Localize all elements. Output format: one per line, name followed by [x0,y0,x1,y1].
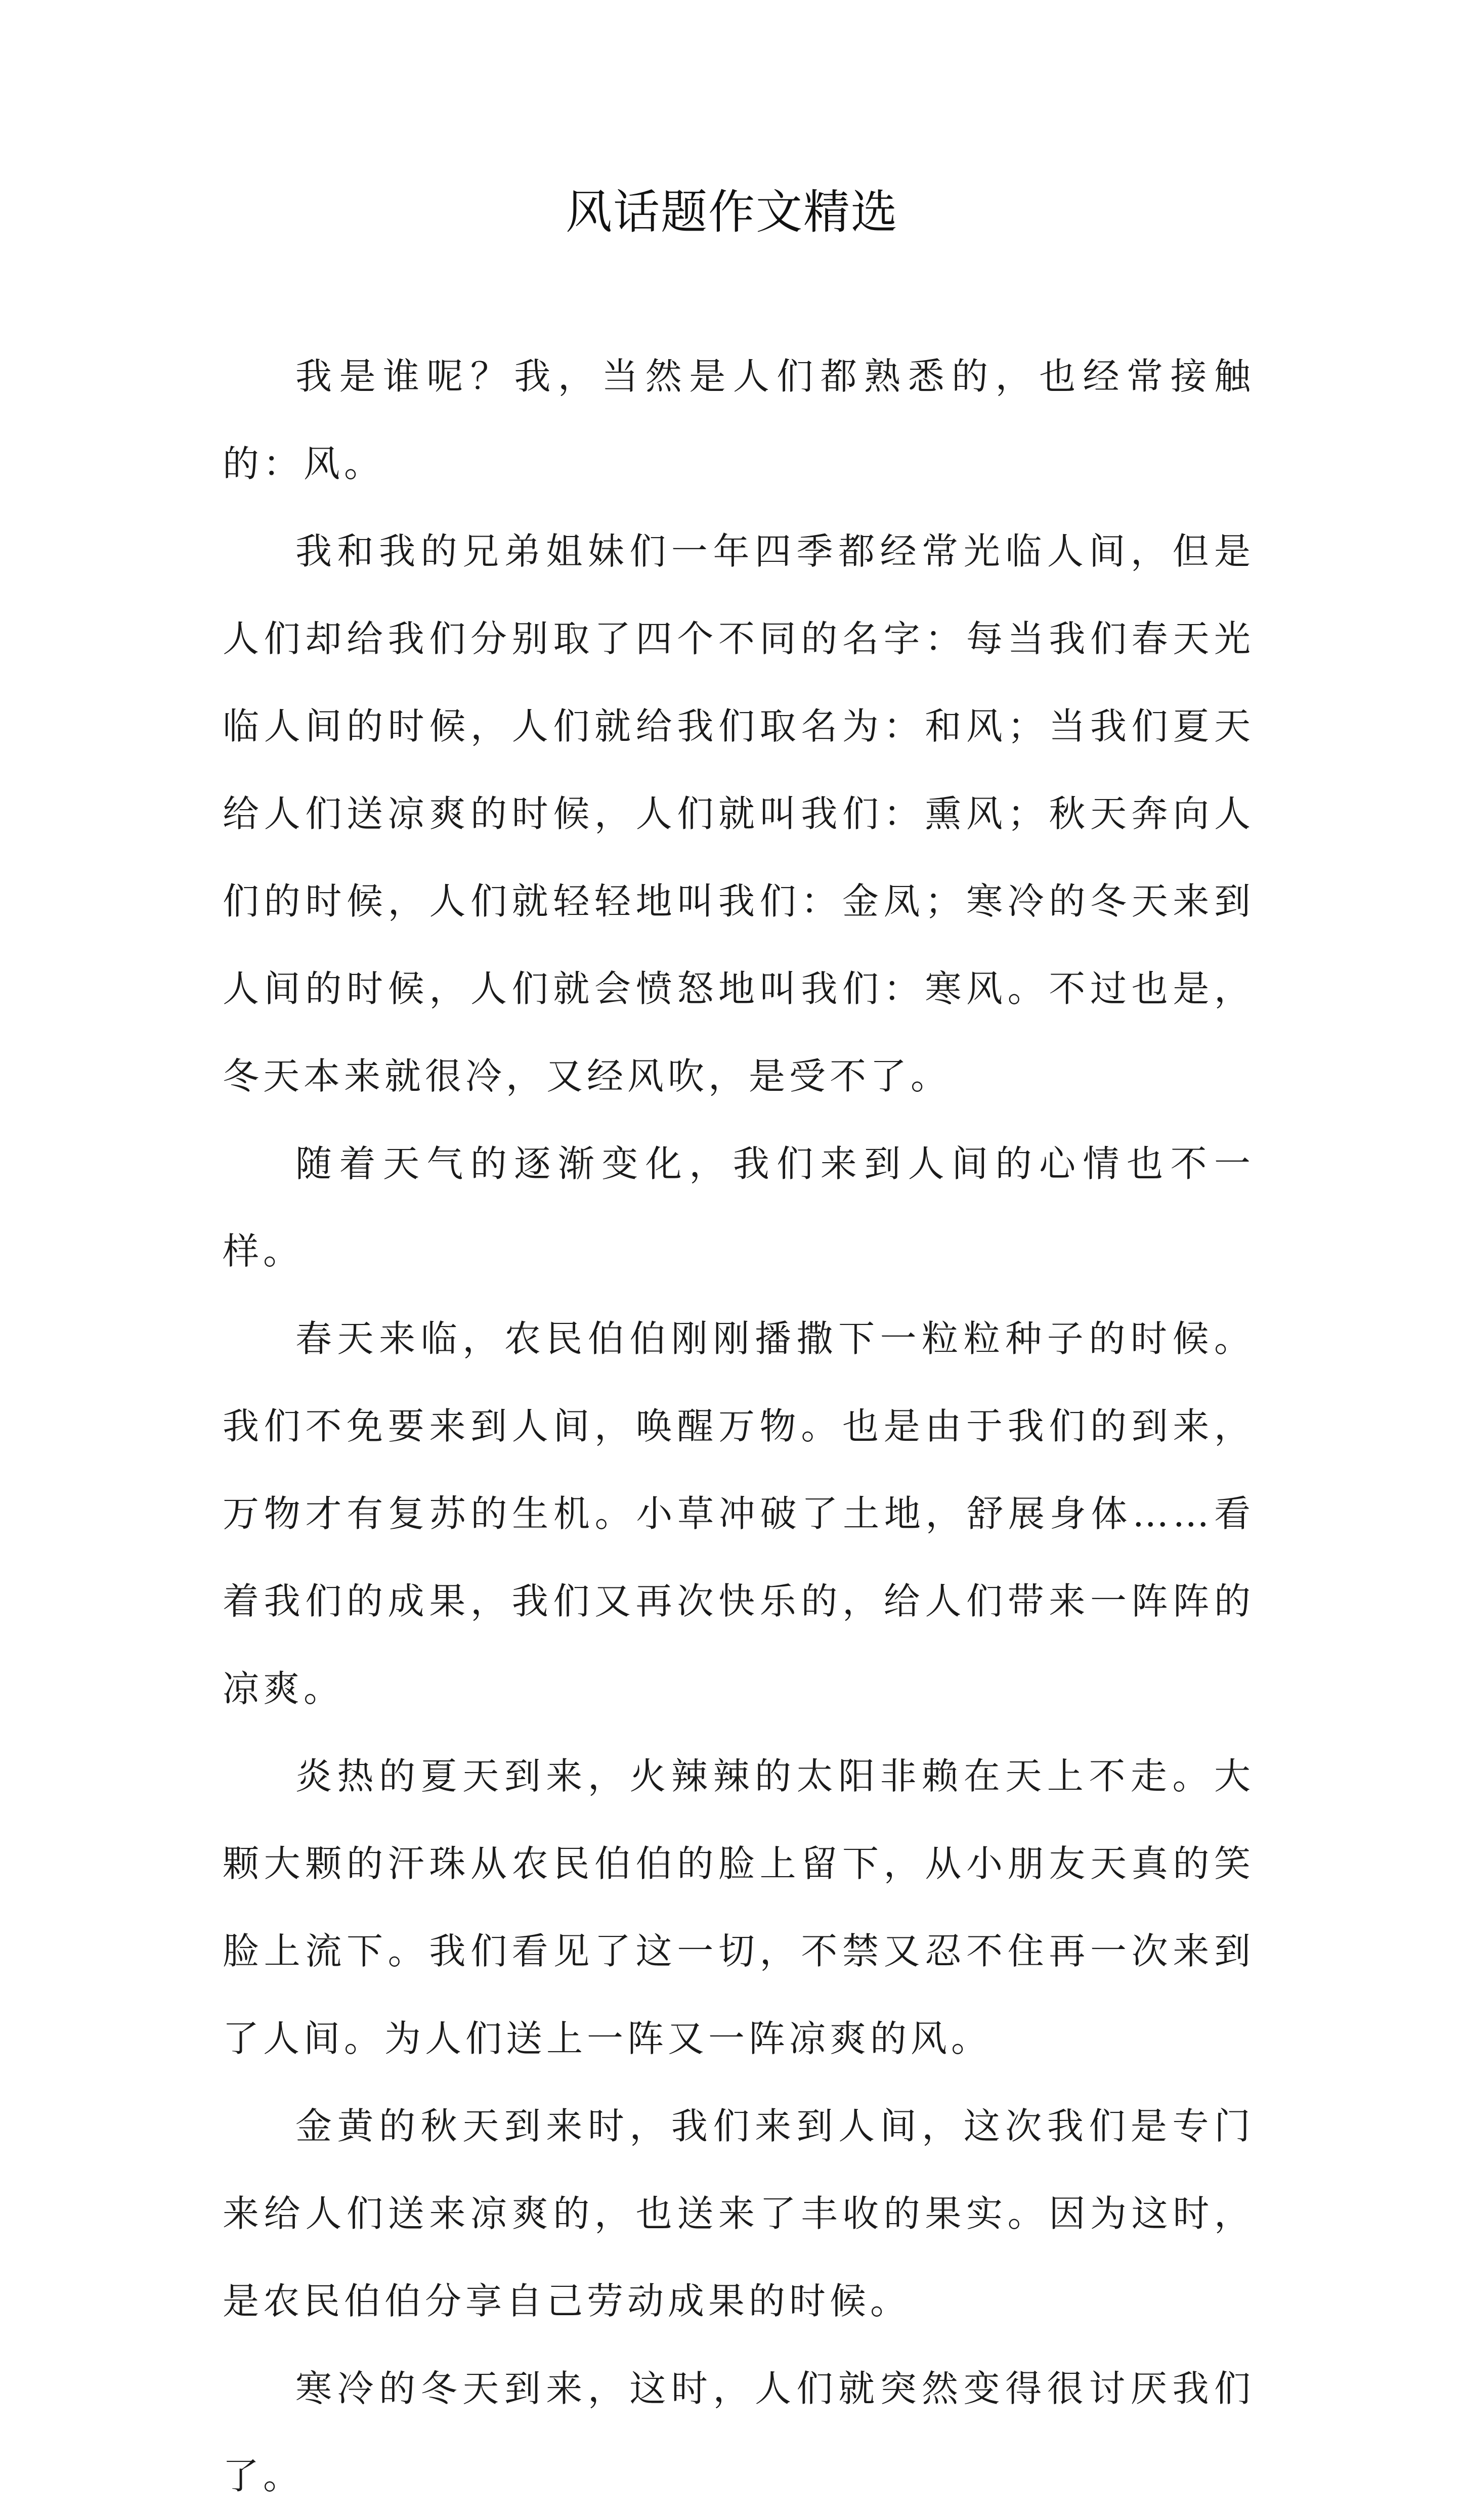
paragraph-4: 春天来临，农民伯伯刚刚播撒下一粒粒种子的时候。我们不免要来到人间，唤醒万物。也是由于我们的到来，万物才有复苏的生机。小草冲破了土地，舒展身体……看着我们的成果，我们又再次快乐的，给人们带来一阵阵的凉爽。 [223,1317,1255,1710]
paragraph-1: 我是谁呢？我，当然是人们都熟悉的，也经常接触的：风。 [223,355,1255,485]
document-body [223,333,1255,2520]
paragraph-6: 金黄的秋天到来时，我们来到人间，这次我们是专门来给人们送来凉爽的，也送来了丰收的果实。因为这时，是农民伯伯分享自己劳动成果的时候。 [223,2105,1255,2322]
paragraph-2: 我和我的兄弟姐妹们一年四季都经常光临人间，但是人们却给我们分别取了四个不同的名字：每当我们春天光临人间的时候，人们就给我们取名为：和风；当我们夏天给人们送凉爽的时候，人们就叫我们：熏风；秋天奔向人们的时候，人们就轻轻地叫我们：金凤；寒冷的冬天来到人间的时候，人们就会愤怒地叫我们：寒风。不过也是，冬天本来就很冷，又经风吹，是受不了。 [223,530,1255,1097]
document-title: 风话题作文精选 [565,185,898,239]
paragraph-7: 寒冷的冬天到来，这时，人们就突然变得很讨厌我们了。 [223,2367,1255,2497]
paragraph-3: 随着天气的逐渐变化，我们来到人间的心情也不一样。 [223,1142,1255,1272]
paragraph-5: 炎热的夏天到来，火辣辣的太阳非赖在天上不走。大颗大颗的汗珠从农民伯伯的脸上留下，从小朋友天真的笑脸上流下。我们看见了这一切，不禁又忍不住再一次来到了人间。为人们送上一阵又一阵凉爽的风。 [223,1755,1255,2060]
